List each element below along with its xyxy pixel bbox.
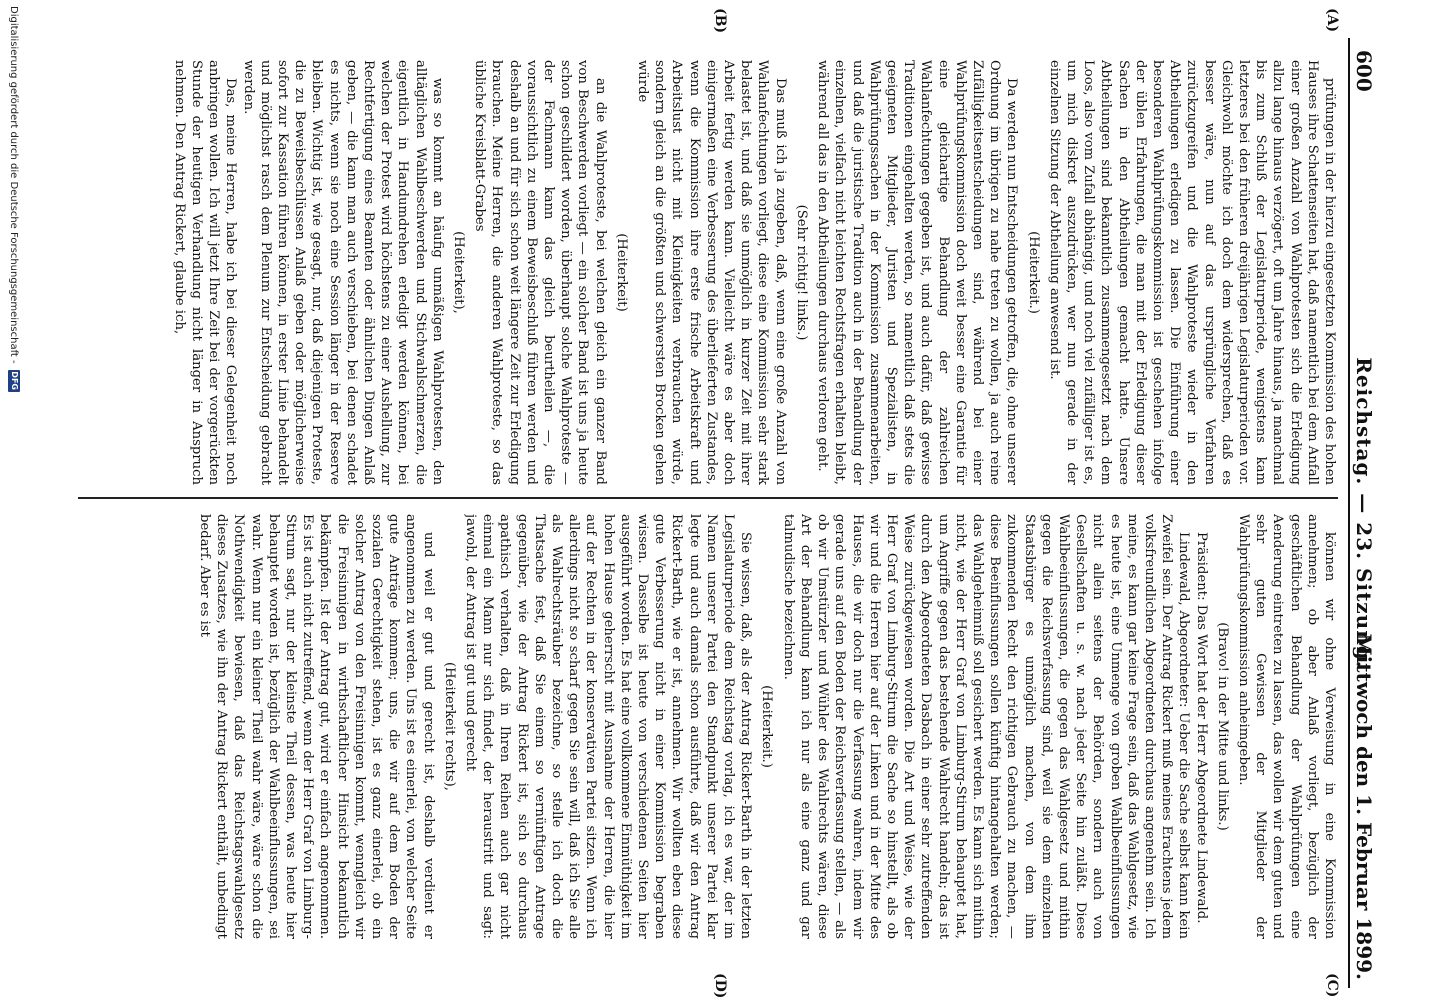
paragraph: Sie wissen, daß, als der Antrag Rickert-Barth in der letzten Legislaturperiode dem Reichstag vorlag, ich es war, der im Namen unserer Partei den Standpunkt unserer Partei klar legte und auch damals schon ausführte, daß wir den Antrag Rickert-Barth, wie er ist, annehmen. Wir wollten eben diese gute Verbesserung nicht in einer Kommission begraben wissen. Dasselbe ist heute von verschiedenen Seiten hier ausgeführt worden. Es hat eine vollkommene Einmüthigkeit im hohen Hause geherrscht mit Ausnahme der Herren, die hier auf der Rechten in der konservativen Partei sitzen. Wenn ich allerdings nicht so scharf gegen Sie sein will, daß ich Sie alle als Wahlrechtsräuber bezeichne, so stelle ich doch die Thatsache fest, daß Sie einem so vernünftigen Antrage gegenüber, wie der Antrag Rickert ist, sich so durchaus apathisch verhalten, daß in Ihren Reihen auch gar nicht einmal ein Mann nur sich findet, der heraustritt und sagt: jawohl, der Antrag ist gut und gerecht [463, 514, 754, 939]
margin-marker-d: (D) [712, 973, 728, 999]
left-column [58, 60, 1338, 485]
interjection: (Heiterkeit.) [1025, 231, 1041, 314]
newspaper-page [38, 8, 1378, 999]
speaker-paragraph: Lindewald, Abgeordneter: Ueber die Sache selbst kann kein Zweifel sein. Der Antrag Rickert muß meines Erachtens jedem volksfreundlichen Abgeordneten durchaus angenehm sein. Ich meine, es kann gar keine Frage sein, daß das Wahlgesetz, wie es heute ist, eine Unmenge von groben Wahlbeeinflussungen nicht allein seitens der Behörden, sondern auch von Gesellschaften u. s. w. nach jeder Seite hin zuläßt. Diese Wahlbeeinflussungen, die gegen das Wahlgesetz und mithin gegen die Reichsverfassung sind, weil sie dem einzelnen Staatsbürger es unmöglich machen, von dem ihm zukommenden Recht den richtigen Gebrauch zu machen, — diese Beeinflussungen sollen künftig hintangehalten werden; das Wahlgeheimniß soll gesichert werden. Es kann sich mithin nicht, wie der Herr Graf von Limburg-Stirum behauptet hat, um Angriffe gegen das bestehende Wahlrecht handeln; das ist durch den Abgeordneten Dasbach in einer sehr zutreffenden Weise zurückgewiesen worden. Die Art und Weise, wie der Herr Graf von Limburg-Stirum die Sache so hinstellt, als ob wir und die Herren hier auf der Linken und in der Mitte des Hauses, die wir doch nur die Verfassung wahren, indem wir gerade uns auf den Boden der Reichsverfassung stellen, — als ob wir Umstürzler und Wühler des Wahlrechts wären, diese Art der Behandlung kann ich nur als eine ganz und gar talmudische bezeichnen. [780, 514, 1192, 939]
interjection: (Heiterkeit), [451, 231, 467, 314]
page-date: Mittwoch den 1. Februar 1899. [1352, 633, 1376, 980]
margin-marker-b: (B) [712, 8, 728, 34]
paragraph: an die Wahlproteste, bei welchen gleich ein ganzer Band von Beschwerden vorliegt — ein solcher Band ist uns ja heute schon geschildert worden, überhaupt solche Wahlproteste — der Fachmann kann das gleich beurtheilen —, die voraussichtlich zu einem Beweisbeschluß führen werden und deshalb an und für sich schon weit längere Zeit zur Erledigung brauchen. Meine Herren, die anderen Wahlproteste, so das übliche Kreisblatt-Grabes [472, 60, 608, 485]
interjection: (Sehr richtig! links.) [793, 204, 809, 341]
paragraph: und weil er gut und gerecht ist, deshalb verdient er angenommen zu werden. Uns ist es einerlei, von welcher Seite gute Anträge kommen; uns, die wir auf dem Boden der sozialen Gerechtigkeit stehen, ist es ganz einerlei, ob ein solcher Antrag von den Freisinnigen kommt, wenngleich wir die Freisinnigen in wirthschaftlicher Hinsicht bekanntlich bekämpfen. Ist der Antrag gut, wird er einfach angenommen. Es ist auch nicht zutreffend, wenn der Herr Graf von Limburg-Stirum sagt, nur der kleinste Theil dessen, was heute hier behauptet worden ist, bezüglich der Wahlbeeinflussungen, sei wahr. Wenn nur ein kleiner Theil wahr wäre, wäre schon die Nothwendigkeit bewiesen, daß das Reichstagswahlgesetz dieses Zusatzes, wie ihn der Antrag Rickert enthält, unbedingt bedarf. Aber es ist [197, 514, 436, 939]
margin-marker-c: (C) [1324, 973, 1340, 998]
column-divider [78, 497, 1338, 499]
page-number: 600 [1352, 50, 1376, 92]
digitization-footer [4, 0, 24, 1000]
right-column [58, 514, 1338, 939]
paragraph: können wir ohne Verweisung in eine Kommission annehmen; ob aber Anlaß vorliegt, bezüglich der geschäftlichen Behandlung der Wahlprüfungen eine Aenderung eintreten zu lassen, das wollen wir dem guten und sehr guten Gewissen der Mitglieder der Wahlprüfungskommission anheimgeben. [1235, 514, 1337, 939]
page-title: Reichstag. — 23. Sitzung. [1352, 357, 1376, 669]
interjection: (Heiterkeit.) [759, 685, 775, 768]
page-header [1348, 38, 1378, 988]
paragraph: prüfungen in der hierzu eingesetzten Kommission des hohen Hauses ihre Schattenseiten hat, daß namentlich bei dem Anfall einer großen Anzahl von Wahlprotesten sich die Erledigung allzu lange hinaus verzögert, oft um Jahre hinaus, ja manchmal bis zum Schluß der Legislaturperiode, wenigstens kam letzteres bei den früheren dreijährigen Legislaturperioden vor. Gleichwohl möchte ich doch dem widersprechen, daß es besser wäre, nun auf das ursprüngliche Verfahren zurückzugreifen und die Wahlproteste wieder in den Abtheilungen erledigen zu lassen. Die Einführung einer besonderen Wahlprüfungskommission ist geschehen infolge der üblen Erfahrungen, die man mit der Erledigung dieser Sachen in den Abtheilungen gemacht hatte. Unsere Abtheilungen sind bekanntlich zusammengesetzt nach dem Loos, also vom Zufall abhängig, und noch viel zufälliger ist es, um mich diskret auszudrücken, wer nun gerade in der einzelnen Sitzung der Abtheilung anwesend ist. [1046, 60, 1337, 485]
interjection: (Heiterkeit) [613, 233, 629, 312]
paragraph: Da werden nun Entscheidungen getroffen, die, ohne unserer Ordnung im übrigen zu nahe treten zu wollen, ja auch reine Zufälligkeitsentscheidungen sind, während bei einer Wahlprüfungskommission doch weit besser eine Garantie für eine gleichartige Behandlung der zahlreichen Wahlanfechtungen gegeben ist, und auch dafür, daß gewisse Traditionen eingehalten werden, so namentlich daß stets die geeigneten Mitglieder, Juristen und Spezialisten, in Wahlprüfungssachen in der Kommission zusammenarbeiten, und daß die juristische Tradition auch in der Behandlung der einzelnen, vielfach nicht leichten Rechtsfragen erhalten bleibt, während all das in den Abtheilungen durchaus verloren geht. [815, 60, 1020, 485]
dfg-logo-icon: DFG [10, 371, 19, 390]
paragraph: Das, meine Herren, habe ich bei dieser Gelegenheit noch anbringen wollen. Ich will jetzt Ihre Zeit bei der vorgerückten Stunde der heutigen Verhandlung nicht länger in Anspruch nehmen. Den Antrag Rickert, glaube ich, [171, 60, 239, 485]
paragraph: was so kommt an häufig unmäßigen Wahlprotesten, den alltäglichen Wahlbeschwerden und Stichwahlschmerzen, die eigentlich in Handumdrehen erledigt werden können, bei welchen der Protest wird höchstens zu einer Aushellung, zur Rechtfertigung eines Beamten oder ähnlichen Dingen Anlaß geben, — die kann man auch verschieben, bei denen schadet es nichts, wenn sie noch eine Session länger in der Reserve bleiben. Wichtig ist, wie gesagt, nur, daß diejenigen Proteste, die zu Beweisbeschlüssen Anlaß geben oder möglicherweise sofort zur Kassation führen können, in erster Linie behandelt und möglichst rasch dem Plenum zur Entscheidung gebracht werden. [240, 60, 445, 485]
speaker-paragraph: Präsident: Das Wort hat der Herr Abgeordnete Lindewald. [1193, 532, 1209, 924]
paragraph: Das muß ich ja zugeben, daß, wenn eine große Anzahl von Wahlanfechtungen vorliegt, diese eine Kommission sehr stark belastet ist, und daß sie unmöglich in kurzer Zeit mit ihrer Arbeit fertig werden kann. Vielleicht wäre es aber doch einigermaßen eine Verbesserung des überlieferten Zustandes, wenn die Kommission ihre erste frische Arbeitskraft und Arbeitslust nicht mit Kleinigkeiten verbrauchen würde, sondern gleich an die größten und schwersten Brocken gehen würde [635, 60, 788, 485]
footer-text: Digitalisierung gefördert durch die Deutsche Forschungsgemeinschaft - [8, 6, 20, 364]
margin-marker-a: (A) [1324, 8, 1340, 33]
interjection: (Bravo! in der Mitte und links.) [1214, 622, 1230, 831]
interjection: (Heiterkeit rechts), [441, 662, 457, 791]
